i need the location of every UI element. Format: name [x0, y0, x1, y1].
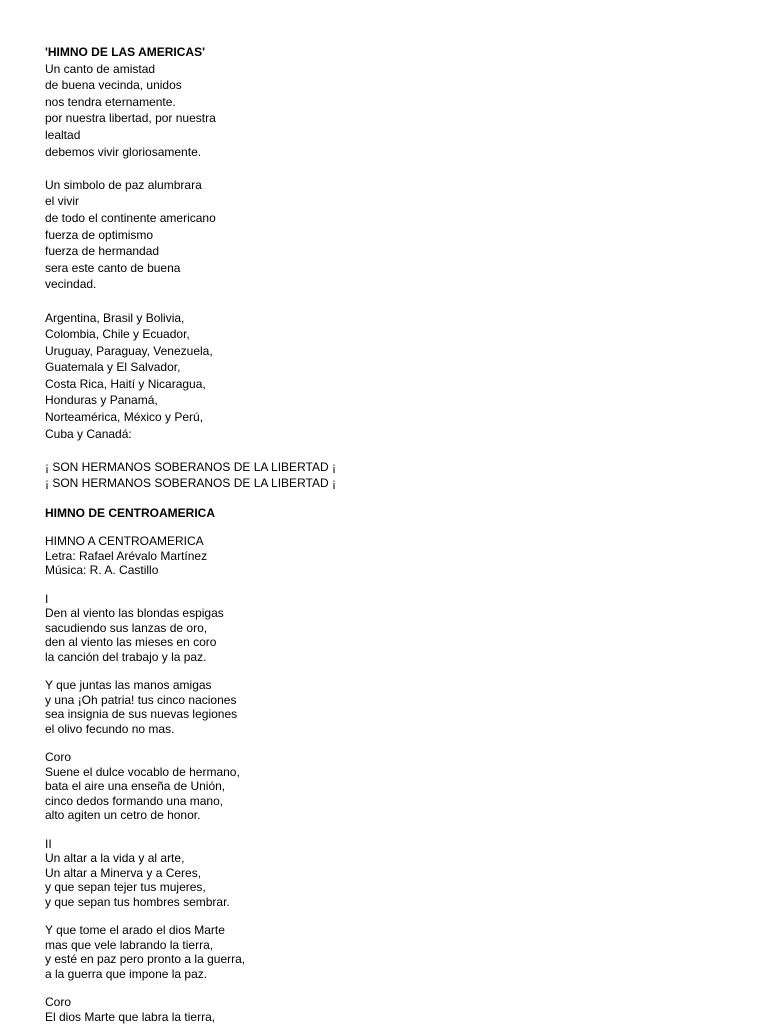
stanza — [45, 678, 745, 736]
verse-line: Costa Rica, Haití y Nicaragua, — [45, 376, 206, 391]
verse-line: Un simbolo de paz alumbrara — [45, 177, 202, 192]
verse-line: por nuestra libertad, por nuestra — [45, 111, 216, 126]
verse-line: y que sepan tus hombres sembrar. — [45, 894, 230, 909]
verse-line: Argentina, Brasil y Bolivia, — [45, 310, 185, 325]
verse-line: y que sepan tejer tus mujeres, — [45, 880, 206, 895]
section-gap — [45, 520, 745, 534]
chorus — [45, 765, 745, 823]
verse-line: Un canto de amistad — [45, 61, 156, 76]
stanza-gap — [45, 909, 745, 923]
refrain — [45, 459, 745, 492]
stanza-gap — [45, 160, 745, 177]
stanza — [45, 310, 745, 443]
verse-line: cinco dedos formando una mano, — [45, 793, 224, 808]
stanza-gap — [45, 442, 745, 459]
verse-line: lealtad — [45, 127, 81, 142]
part-label: I — [45, 592, 49, 607]
verse-line: Y que juntas las manos amigas — [45, 678, 212, 693]
verse-line: de buena vecinda, unidos — [45, 78, 182, 93]
section-gap — [45, 492, 745, 506]
verse-line: y esté en paz pero pronto a la guerra, — [45, 952, 246, 967]
verse-line: fuerza de hermandad — [45, 244, 160, 259]
verse-line: la canción del trabajo y la paz. — [45, 649, 207, 664]
credits — [45, 534, 745, 577]
verse-line: Uruguay, Paraguay, Venezuela, — [45, 343, 213, 358]
verse-line: sea insignia de sus nuevas legiones — [45, 707, 238, 722]
verse-line: fuerza de optimismo — [45, 227, 154, 242]
stanza — [45, 61, 745, 161]
stanza — [45, 177, 745, 293]
part-label: II — [45, 836, 52, 851]
verse-line: nos tendra eternamente. — [45, 94, 176, 109]
stanza — [45, 851, 745, 909]
verse-line: Honduras y Panamá, — [45, 393, 158, 408]
verse-line: a la guerra que impone la paz. — [45, 966, 208, 981]
verse-line: sera este canto de buena — [45, 260, 181, 275]
stanza-gap — [45, 981, 745, 995]
hymn-americas-title: 'HIMNO DE LAS AMERICAS' — [45, 45, 205, 59]
verse-line: sacudiendo sus lanzas de oro, — [45, 620, 208, 635]
verse-line: el vivir — [45, 194, 80, 209]
hymn-centroamerica-title: HIMNO DE CENTROAMERICA — [45, 506, 215, 521]
verse-line: El dios Marte que labra la tierra, — [45, 1009, 216, 1024]
chorus — [45, 1010, 745, 1024]
verse-line: Un altar a la vida y al arte, — [45, 851, 185, 866]
stanza — [45, 606, 745, 664]
stanza-gap — [45, 736, 745, 750]
hymn-centroamerica — [45, 506, 745, 1024]
stanza-gap — [45, 823, 745, 837]
coro-label: Coro — [45, 750, 72, 765]
document-page — [45, 44, 745, 1024]
verse-line: Den al viento las blondas espigas — [45, 606, 224, 621]
refrain-line: ¡ SON HERMANOS SOBERANOS DE LA LIBERTAD ¡ — [45, 459, 336, 474]
verse-line: Guatemala y El Salvador, — [45, 360, 181, 375]
refrain-line: ¡ SON HERMANOS SOBERANOS DE LA LIBERTAD ¡ — [45, 476, 336, 491]
verse-line: alto agiten un cetro de honor. — [45, 808, 201, 823]
verse-line: debemos vivir gloriosamente. — [45, 144, 202, 159]
coro-label: Coro — [45, 995, 72, 1010]
stanza — [45, 923, 745, 981]
stanza-gap — [45, 293, 745, 310]
verse-line: Suene el dulce vocablo de hermano, — [45, 764, 240, 779]
verse-line: y una ¡Oh patria! tus cinco naciones — [45, 692, 237, 707]
stanza-gap — [45, 578, 745, 592]
verse-line: bata el aire una enseña de Unión, — [45, 779, 226, 794]
credits-line: Música: R. A. Castillo — [45, 563, 159, 578]
stanza-gap — [45, 664, 745, 678]
verse-line: Cuba y Canadá: — [45, 426, 132, 441]
verse-line: Un altar a Minerva y a Ceres, — [45, 865, 202, 880]
verse-line: el olivo fecundo no mas. — [45, 721, 175, 736]
verse-line: mas que vele labrando la tierra, — [45, 937, 214, 952]
verse-line: vecindad. — [45, 277, 97, 292]
hymn-americas — [45, 44, 745, 492]
verse-line: de todo el continente americano — [45, 210, 216, 225]
credits-line: Letra: Rafael Arévalo Martínez — [45, 548, 208, 563]
verse-line: Colombia, Chile y Ecuador, — [45, 327, 190, 342]
credits-line: HIMNO A CENTROAMERICA — [45, 534, 204, 549]
verse-line: Y que tome el arado el dios Marte — [45, 923, 225, 938]
verse-line: Norteamérica, México y Perú, — [45, 410, 204, 425]
verse-line: den al viento las mieses en coro — [45, 635, 217, 650]
